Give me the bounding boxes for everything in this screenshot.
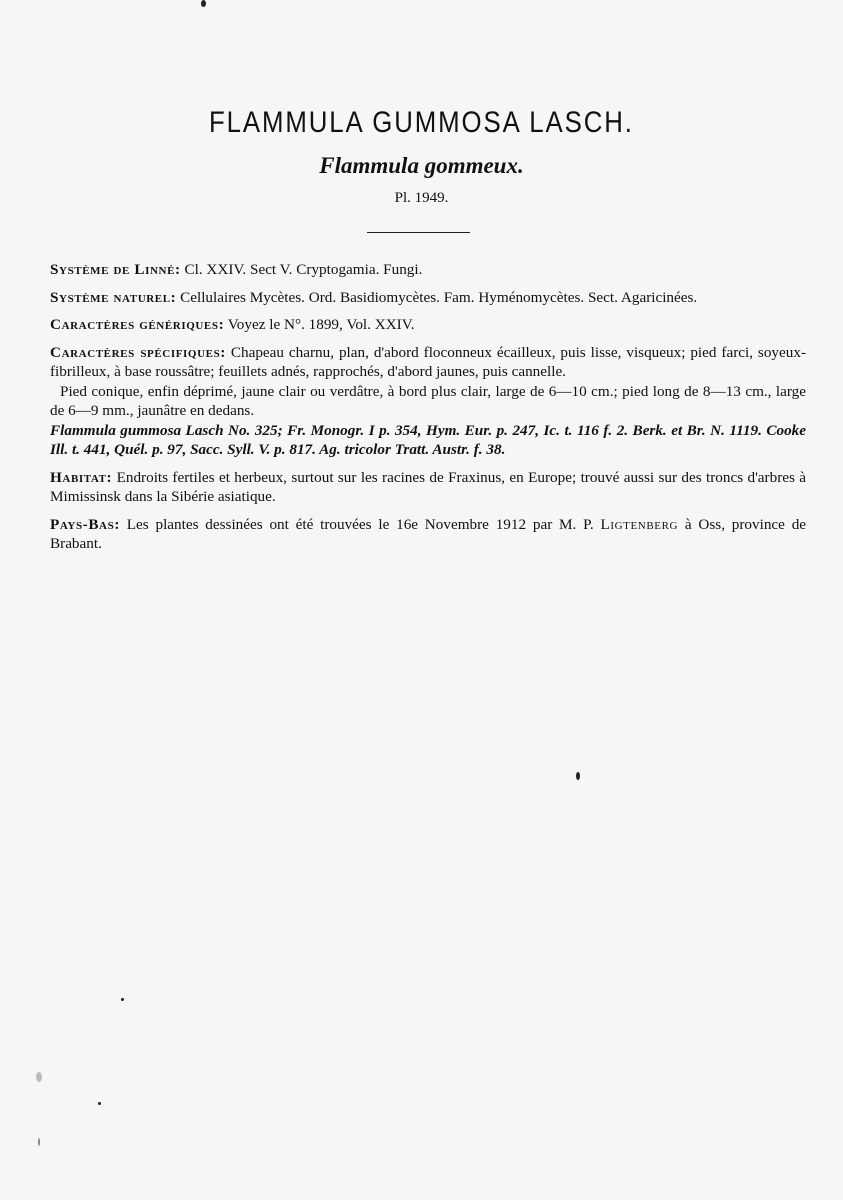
ink-speck [201,0,206,7]
generiques-text: Voyez le N°. 1899, Vol. XXIV. [227,316,415,333]
page-title: FLAMMULA GUMMOSA LASCH. [208,106,634,139]
ink-speck [98,1102,101,1105]
linne-text: Cl. XXIV. Sect V. Cryptogamia. Fungi. [184,261,423,278]
linne-label: Système de Linné: [50,261,181,278]
habitat-label: Habitat: [50,468,113,486]
page-subtitle: Flammula gommeux. [319,153,524,178]
specifiques-continued: Pied conique, enfin déprimé, jaune clair ou verdâtre, à bord plus clair, large de 6—10 cm.; pied long de 8—13 cm., large de 6—9 mm., jaunâtre en dedans. [50,382,806,419]
plate-number: Pl. 1949. [394,190,449,206]
paysbas-text: Les plantes dessinées ont été trouvées le 16e Novembre 1912 par M. P. [126,515,594,533]
collector-name: Ligtenberg [600,515,679,533]
divider-rule [367,232,470,233]
ink-speck [576,772,580,780]
ink-speck [36,1072,42,1082]
generiques-label: Caractères génériques: [50,316,225,333]
generiques-entry [50,315,806,335]
naturel-entry [50,288,806,308]
naturel-label: Système naturel: [50,288,177,306]
ink-speck [121,998,124,1001]
specifiques-label: Caractères spécifiques: [50,343,226,361]
specifiques-text: Chapeau charnu, plan, d'abord floconneux écailleux, puis lisse, visqueux; pied farci, soyeux-fibrilleux, à base roussâtre; feuillets adnés, rapprochés, d'abord jaunes, puis cannelle. [50,343,807,380]
document-body [50,260,806,562]
ink-speck [38,1138,40,1146]
specifiques-entry [50,343,806,382]
paysbas-entry [50,515,806,554]
paysbas-label: Pays-Bas: [50,515,120,533]
linne-entry [50,260,806,280]
habitat-entry [50,468,806,507]
naturel-text: Cellulaires Mycètes. Ord. Basidiomycètes. Fam. Hyménomycètes. Sect. Agaricinées. [180,288,698,306]
references-text: Flammula gummosa Lasch No. 325; Fr. Monogr. I p. 354, Hym. Eur. p. 247, Ic. t. 116 f. 2. Berk. et Br. N. 1119. Cooke Ill. t. 441, Quél. p. 97, Sacc. Syll. V. p. 817. Ag. tricolor Tratt. Austr. f. 38. [50,421,806,458]
habitat-text: Endroits fertiles et herbeux, surtout sur les racines de Fraxinus, en Europe; trouvé aussi sur des troncs d'arbres à Mimissinsk dans la Sibérie asiatique. [50,468,807,505]
paysbas-text-end: à Oss, province de Brabant. [50,515,807,552]
